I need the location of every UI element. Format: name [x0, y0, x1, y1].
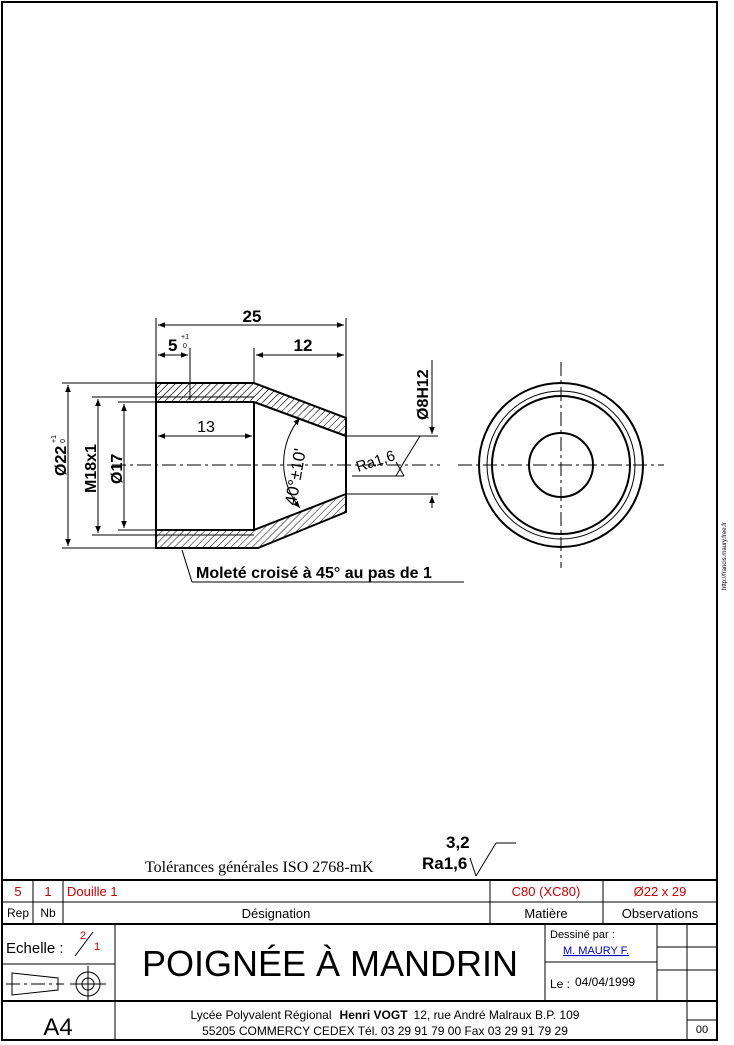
scale-numerator: 2 — [80, 930, 87, 942]
date-value: 04/04/1999 — [575, 975, 636, 989]
format-label: A4 — [43, 1014, 73, 1041]
dim-outer-tol-upper: +1 — [51, 435, 58, 443]
header-rep: Rep — [6, 906, 30, 920]
dim-thread: M18x1 — [83, 444, 100, 493]
school-prefix: Lycée Polyvalent Régional — [190, 1008, 332, 1022]
dim-inner-depth: 13 — [197, 419, 215, 436]
scale-label: Echelle : — [6, 940, 64, 957]
row-rep: 5 — [14, 884, 22, 899]
row-material: C80 (XC80) — [511, 884, 581, 899]
revision: 00 — [695, 1024, 709, 1036]
roughness-inner: Ra1,6 — [353, 447, 398, 476]
side-url: http://francis.maury.free.fr — [722, 522, 728, 590]
dim-left-length: 5 — [168, 336, 178, 355]
end-view — [458, 362, 664, 568]
school-suffix: 12, rue André Malraux B.P. 109 — [413, 1008, 580, 1022]
school-line — [191, 1008, 580, 1022]
dim-left-tol-lower: 0 — [183, 343, 187, 350]
projection-symbol — [6, 966, 106, 1000]
roughness-general: Ra1,6 — [422, 854, 468, 873]
address-line: 55205 COMMERCY CEDEX Tél. 03 29 91 79 00 Fax 03 29 91 79 29 — [202, 1024, 568, 1038]
roughness-value: 3,2 — [446, 833, 470, 852]
header-material: Matière — [524, 906, 568, 921]
scale-denominator: 1 — [94, 941, 101, 953]
dim-right-length: 12 — [293, 336, 313, 355]
drawn-by-link[interactable]: M. MAURY F. — [563, 945, 630, 957]
row-observations: Ø22 x 29 — [633, 884, 687, 899]
row-designation: Douille 1 — [67, 884, 118, 899]
dim-left-tol-upper: +1 — [181, 334, 189, 341]
parts-list — [2, 880, 717, 924]
dim-total-length: 25 — [242, 307, 262, 326]
dim-outer-tol-lower: 0 — [60, 439, 67, 443]
lower-wall-hatch — [156, 494, 346, 548]
drawn-by-label: Dessiné par : — [550, 929, 615, 941]
drawing-title: POIGNÉE À MANDRIN — [141, 943, 519, 984]
header-observations: Observations — [621, 906, 699, 921]
tolerances-general: Tolérances générales ISO 2768-mK — [145, 859, 374, 876]
date-label: Le : — [550, 977, 571, 991]
school-name: Henri VOGT — [339, 1008, 408, 1022]
upper-wall-hatch — [156, 383, 346, 436]
row-nb: 1 — [44, 884, 52, 899]
header-designation: Désignation — [241, 906, 311, 921]
knurl-note-text: Moleté croisé à 45° au pas de 1 — [196, 565, 432, 582]
dimensions — [51, 307, 438, 548]
general-tolerances — [145, 833, 516, 876]
title-block — [2, 924, 717, 1041]
dim-outer-diameter: Ø22 — [53, 445, 70, 476]
dim-cone-angle: 40°±10' — [281, 447, 310, 507]
dim-bore-diameter: Ø17 — [109, 453, 126, 484]
header-nb: Nb — [40, 906, 56, 920]
knurl-note — [182, 550, 464, 582]
dim-hole-diameter: Ø8H12 — [415, 369, 432, 420]
